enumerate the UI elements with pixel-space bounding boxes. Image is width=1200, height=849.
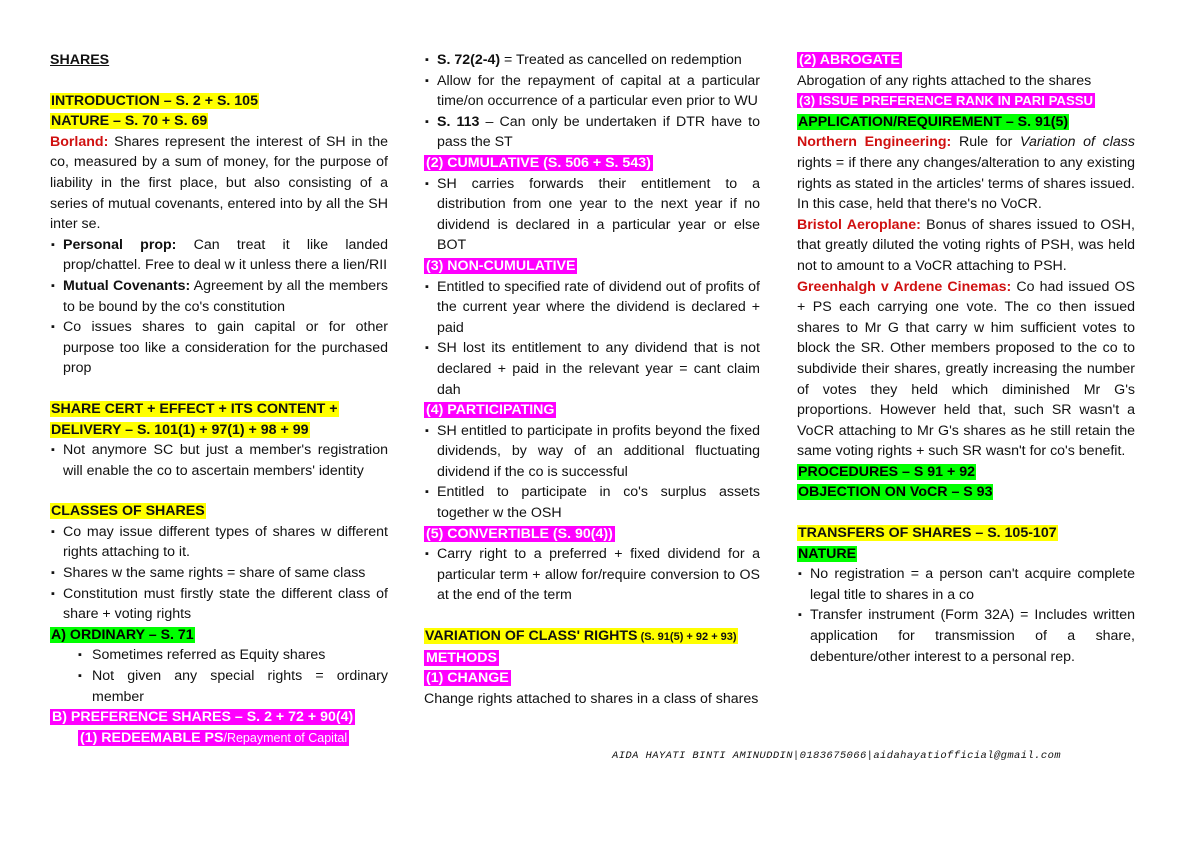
list-item: ▪ SH carries forwards their entitlement to a distribution from one year to the next year if no dividend is declared in a particular year or else BOT [424,174,760,256]
intro-heading: INTRODUCTION – S. 2 + S. 105 [51,92,258,109]
nature-heading: NATURE – S. 70 + S. 69 [51,113,208,130]
transfer-nature-heading: NATURE [798,545,857,562]
list-item: ▪ Personal prop: Can treat it like landed prop/chattel. Free to deal w it unless there a lien/RII [50,235,388,276]
bristol-paragraph: Bristol Aeroplane: Bonus of shares issued to OSH, that greatly diluted the voting rights of PSH, was held not to amount to a VoCR attaching to PSH. [797,216,1135,274]
list-item: ▪ SH entitled to participate in profits beyond the fixed dividends, by way of an additional fluctuating dividend if the co is successful [424,421,760,483]
procedures-heading: PROCEDURES – S 91 + 92 [798,463,976,480]
participating-heading: (4) PARTICIPATING [426,402,555,419]
share-cert-heading-2: DELIVERY – S. 101(1) + 97(1) + 98 + 99 [51,421,309,438]
list-item: ▪ S. 113 – Can only be undertaken if DTR have to pass the ST [424,112,760,153]
issue-heading: (3) ISSUE PREFERENCE RANK IN PARI PASSU [799,93,1094,109]
column-3 [797,50,1135,667]
greenhalgh-paragraph: Greenhalgh v Ardene Cinemas: Co had issued OS + PS each carrying one vote. The co then issued shares to Mr G that carry w him sufficient votes to block the SR. Other members proposed to the co to subdivide their shares, greatly increasing the number of votes they held which diminished Mr G's proportions. However held that, such SR wasn't a VoCR attaching to Mr G's shares as he still retain the same voting rights + such SR wasn't for co's benefit. [797,278,1135,460]
change-paragraph: Change rights attached to shares in a class of shares [424,690,759,707]
methods-heading: METHODS [426,649,497,666]
abrogate-heading: (2) ABROGATE [799,52,900,68]
transfers-heading: TRANSFERS OF SHARES – S. 105-107 [798,525,1057,542]
objection-heading: OBJECTION ON VoCR – S 93 [798,484,993,501]
non-cumulative-heading: (3) NON-CUMULATIVE [426,257,576,274]
application-heading: APPLICATION/REQUIREMENT – S. 91(5) [798,113,1069,130]
abrogate-paragraph: Abrogation of any rights attached to the shares [797,72,1092,89]
list-item: ▪ Entitled to specified rate of dividend out of profits of the current year where the dividend is declared + paid [424,277,760,339]
preference-heading: B) PREFERENCE SHARES – S. 2 + 72 + 90(4) [52,709,354,726]
list-item: ▪ Constitution must firstly state the different class of share + voting rights [50,584,388,625]
list-item: ▪ No registration = a person can't acquire complete legal title to shares in a co [797,564,1135,605]
list-item: ▪ Carry right to a preferred + fixed dividend for a particular term + allow for/require conversion to OS at the end of the term [424,544,760,606]
northern-paragraph: Northern Engineering: Rule for Variation of class rights = if there any changes/alteration to any existing rights as stated in the articles' terms of shares issued. In this case, held that there's no VoCR. [797,134,1135,213]
list-item: ▪ Mutual Covenants: Agreement by all the members to be bound by the co's constitution [50,276,388,317]
classes-heading: CLASSES OF SHARES [51,503,205,520]
list-item: ▪ Co may issue different types of shares w different rights attaching to it. [50,522,388,563]
list-item: ▪ Co issues shares to gain capital or for other purpose too like a consideration for the purchased prop [50,317,388,379]
list-item: ▪ Allow for the repayment of capital at a particular time/on occurrence of a particular even prior to WU [424,71,760,112]
borland-paragraph: Borland: Shares represent the interest of SH in the co, measured by a sum of money, for the purpose of liability in the first place, but also consisting of a series of mutual covenants, entered into by all the SH inter se. [50,133,388,233]
list-item: ▪ Sometimes referred as Equity shares [50,645,388,666]
list-item: ▪ Entitled to participate in co's surplus assets together w the OSH [424,482,760,523]
list-item: ▪ S. 72(2-4) = Treated as cancelled on redemption [424,50,760,71]
column-1 [50,50,388,748]
list-item: ▪ SH lost its entitlement to any dividend that is not declared + paid in the relevant year = cant claim dah [424,338,760,400]
ordinary-heading: A) ORDINARY – S. 71 [51,626,194,643]
list-item: ▪ Shares w the same rights = share of same class [50,563,388,584]
list-item: ▪ Transfer instrument (Form 32A) = Includes written application for transmission of a share, debenture/other interest to a personal rep. [797,605,1135,667]
share-cert-heading: SHARE CERT + EFFECT + ITS CONTENT + [51,400,338,417]
list-item: ▪ Not anymore SC but just a member's registration will enable the co to ascertain members' identity [50,440,388,481]
cumulative-heading: (2) CUMULATIVE (S. 506 + S. 543) [426,154,651,171]
variation-heading: VARIATION OF CLASS' RIGHTS (S. 91(5) + 92 + 93) [425,628,737,645]
change-heading: (1) CHANGE [426,670,509,687]
column-2 [424,50,760,709]
redeemable-heading: (1) REDEEMABLE PS/Repayment of Capital [80,729,348,746]
author-footer: AIDA HAYATI BINTI AMINUDDIN|0183675066|aidahayatiofficial@gmail.com [612,750,1061,762]
convertible-heading: (5) CONVERTIBLE (S. 90(4)) [426,525,613,542]
list-item: ▪ Not given any special rights = ordinary member [50,666,388,707]
document-title: SHARES [50,52,110,68]
borland-case: Borland: [50,133,109,150]
